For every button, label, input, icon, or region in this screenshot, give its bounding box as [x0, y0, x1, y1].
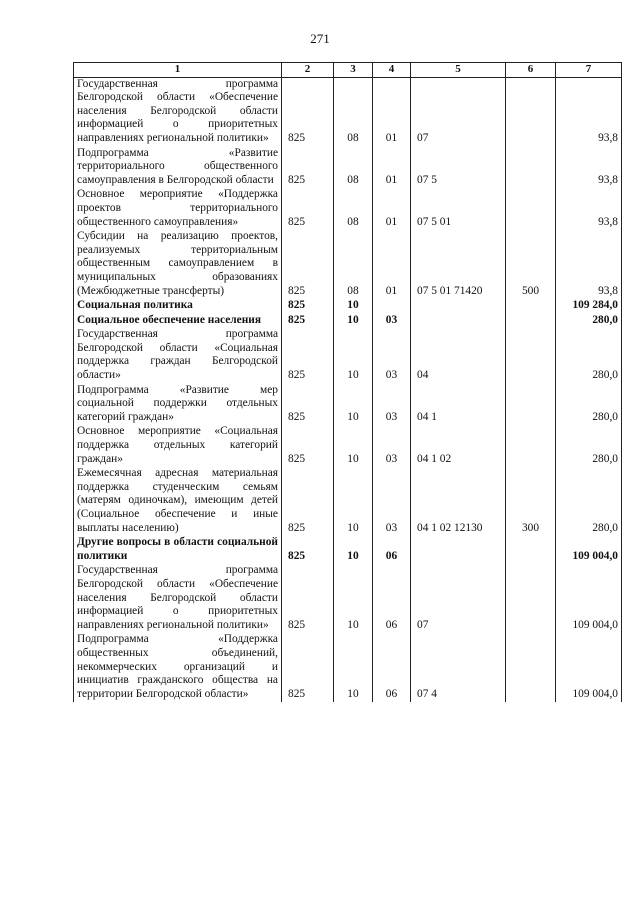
table-row: [74, 384, 622, 426]
expense-type-cell: [506, 328, 556, 383]
target-item-cell: [411, 536, 506, 564]
header-cell: 5: [411, 63, 506, 78]
section-cell: 08: [334, 77, 373, 146]
subsection-cell: 01: [373, 77, 411, 146]
row-name-cell: Подпрограмма «Развитие территориального общественного самоуправления в Белгородской области: [74, 147, 282, 189]
amount-cell: 280,0: [556, 328, 622, 383]
table-body: [74, 77, 622, 702]
target-item-cell: 04 1: [411, 384, 506, 426]
section-cell: 10: [334, 314, 373, 329]
amount-cell: 109 284,0: [556, 299, 622, 314]
code-cell: 825: [282, 467, 334, 536]
section-cell: 08: [334, 230, 373, 299]
section-cell: 10: [334, 425, 373, 467]
amount-cell: 280,0: [556, 467, 622, 536]
row-name-cell: Государственная программа Белгородской области «Социальная поддержка граждан Белгородской области»: [74, 328, 282, 383]
target-item-cell: [411, 299, 506, 314]
subsection-cell: 01: [373, 188, 411, 230]
row-name-cell: Подпрограмма «Поддержка общественных объединений, некоммерческих организаций и инициатив гражданского общества на территории Белгородской области»: [74, 633, 282, 702]
subsection-cell: 03: [373, 384, 411, 426]
amount-cell: 93,8: [556, 77, 622, 146]
table-row: [74, 564, 622, 633]
section-cell: 10: [334, 328, 373, 383]
target-item-cell: 07: [411, 77, 506, 146]
table-row: [74, 230, 622, 299]
amount-cell: 109 004,0: [556, 633, 622, 702]
expense-type-cell: 500: [506, 230, 556, 299]
amount-cell: 93,8: [556, 188, 622, 230]
table-row: [74, 77, 622, 146]
amount-cell: 109 004,0: [556, 564, 622, 633]
expense-type-cell: [506, 384, 556, 426]
header-cell: 4: [373, 63, 411, 78]
section-cell: 08: [334, 188, 373, 230]
header-cell: 1: [74, 63, 282, 78]
header-cell: 3: [334, 63, 373, 78]
section-cell: 10: [334, 467, 373, 536]
row-name-cell: Государственная программа Белгородской области «Обеспечение населения Белгородской области информацией о приоритетных направлениях региональной политики»: [74, 564, 282, 633]
section-cell: 10: [334, 633, 373, 702]
code-cell: 825: [282, 384, 334, 426]
subsection-cell: 06: [373, 536, 411, 564]
row-name-cell: Ежемесячная адресная материальная поддержка студенческим семьям (матерям одиночкам), имеющим детей (Социальное обеспечение и иные выплаты населению): [74, 467, 282, 536]
header-row: [74, 63, 622, 78]
subsection-cell: 03: [373, 314, 411, 329]
table-row: [74, 425, 622, 467]
target-item-cell: 07: [411, 564, 506, 633]
row-name-cell: Основное мероприятие «Поддержка проектов территориального общественного самоуправления»: [74, 188, 282, 230]
subsection-cell: 06: [373, 564, 411, 633]
row-name-cell: Государственная программа Белгородской области «Обеспечение населения Белгородской области информацией о приоритетных направлениях региональной политики»: [74, 77, 282, 146]
row-name-cell: Подпрограмма «Развитие мер социальной поддержки отдельных категорий граждан»: [74, 384, 282, 426]
header-cell: 2: [282, 63, 334, 78]
code-cell: 825: [282, 536, 334, 564]
target-item-cell: 04: [411, 328, 506, 383]
subsection-cell: 03: [373, 425, 411, 467]
target-item-cell: 07 4: [411, 633, 506, 702]
page-number: 271: [310, 31, 330, 46]
expense-type-cell: [506, 425, 556, 467]
subsection-cell: 01: [373, 230, 411, 299]
amount-cell: 280,0: [556, 384, 622, 426]
table-row: [74, 147, 622, 189]
section-cell: 10: [334, 536, 373, 564]
header-cell: 6: [506, 63, 556, 78]
table-row: [74, 536, 622, 564]
code-cell: 825: [282, 188, 334, 230]
section-cell: 08: [334, 147, 373, 189]
amount-cell: 93,8: [556, 230, 622, 299]
expense-type-cell: [506, 299, 556, 314]
target-item-cell: 07 5: [411, 147, 506, 189]
code-cell: 825: [282, 314, 334, 329]
header-cell: 7: [556, 63, 622, 78]
row-name-cell: Другие вопросы в области социальной политики: [74, 536, 282, 564]
code-cell: 825: [282, 633, 334, 702]
code-cell: 825: [282, 425, 334, 467]
table-row: [74, 299, 622, 314]
table-row: [74, 314, 622, 329]
row-name-cell: Социальное обеспечение населения: [74, 314, 282, 329]
expense-type-cell: [506, 633, 556, 702]
row-name-cell: Субсидии на реализацию проектов, реализуемых территориальным общественным самоуправлением в муниципальных образованиях (Межбюджетные трансферты): [74, 230, 282, 299]
table-row: [74, 633, 622, 702]
subsection-cell: 06: [373, 633, 411, 702]
expense-type-cell: [506, 564, 556, 633]
section-cell: 10: [334, 299, 373, 314]
section-cell: 10: [334, 384, 373, 426]
expense-type-cell: 300: [506, 467, 556, 536]
target-item-cell: 07 5 01 71420: [411, 230, 506, 299]
subsection-cell: 03: [373, 467, 411, 536]
expense-type-cell: [506, 147, 556, 189]
subsection-cell: 03: [373, 328, 411, 383]
expense-type-cell: [506, 536, 556, 564]
amount-cell: 280,0: [556, 314, 622, 329]
table-row: [74, 328, 622, 383]
code-cell: 825: [282, 564, 334, 633]
row-name-cell: Социальная политика: [74, 299, 282, 314]
table-row: [74, 467, 622, 536]
code-cell: 825: [282, 230, 334, 299]
target-item-cell: 04 1 02 12130: [411, 467, 506, 536]
subsection-cell: [373, 299, 411, 314]
target-item-cell: 04 1 02: [411, 425, 506, 467]
row-name-cell: Основное мероприятие «Социальная поддержка отдельных категорий граждан»: [74, 425, 282, 467]
expense-type-cell: [506, 188, 556, 230]
table-row: [74, 188, 622, 230]
amount-cell: 109 004,0: [556, 536, 622, 564]
amount-cell: 280,0: [556, 425, 622, 467]
code-cell: 825: [282, 328, 334, 383]
expense-type-cell: [506, 314, 556, 329]
amount-cell: 93,8: [556, 147, 622, 189]
code-cell: 825: [282, 77, 334, 146]
target-item-cell: 07 5 01: [411, 188, 506, 230]
target-item-cell: [411, 314, 506, 329]
expense-type-cell: [506, 77, 556, 146]
code-cell: 825: [282, 147, 334, 189]
code-cell: 825: [282, 299, 334, 314]
section-cell: 10: [334, 564, 373, 633]
subsection-cell: 01: [373, 147, 411, 189]
budget-table: [73, 62, 622, 702]
